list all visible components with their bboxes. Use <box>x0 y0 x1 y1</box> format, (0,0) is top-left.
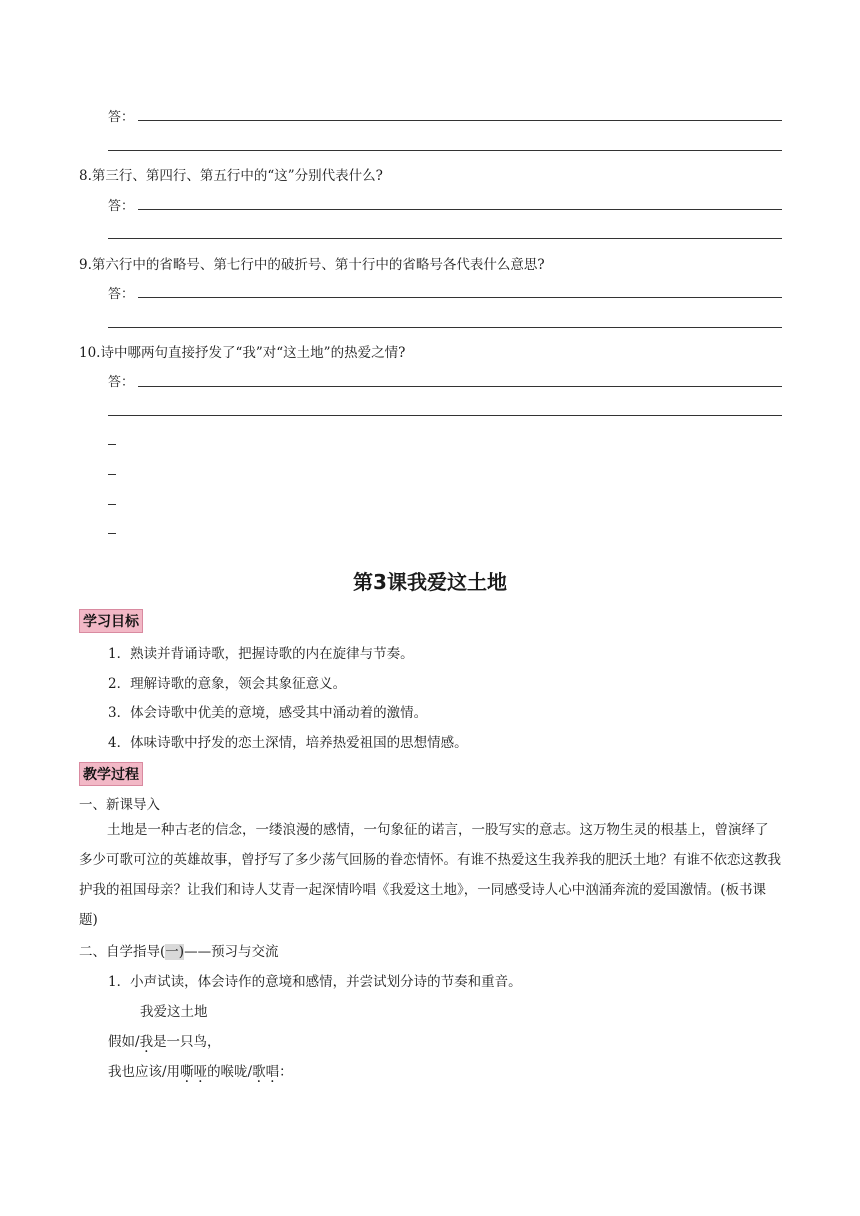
objective-item: 1．熟读并背诵诗歌，把握诗歌的内在旋律与节奏。 <box>108 646 414 662</box>
process-tag: 教学过程 <box>79 762 143 786</box>
divider <box>108 504 116 505</box>
stressed-char: 我 <box>139 1034 154 1050</box>
divider <box>108 444 116 445</box>
answer-label: 答： <box>108 375 135 390</box>
task-1: 1．小声试读，体会诗作的意境和感情，并尝试划分诗的节奏和重音。 <box>108 974 522 990</box>
divider <box>108 533 116 534</box>
answer-label: 答： <box>108 287 135 302</box>
objective-item: 2．理解诗歌的意象，领会其象征意义。 <box>108 676 347 692</box>
objective-item: 3．体会诗歌中优美的意境，感受其中涌动着的激情。 <box>108 705 428 721</box>
answer-line[interactable] <box>108 327 782 328</box>
answer-label: 答： <box>108 110 135 125</box>
poem-title: 我爱这土地 <box>140 1004 208 1020</box>
divider <box>108 474 116 475</box>
objectives-tag: 学习目标 <box>79 609 143 633</box>
poem-text: 我也应该/用 <box>108 1064 181 1080</box>
section2-highlight: 一) <box>165 944 185 960</box>
poem-text: 假如/ <box>108 1034 140 1050</box>
poem-text: ： <box>279 1064 293 1080</box>
intro-paragraph: 土地是一种古老的信念，一缕浪漫的感情，一句象征的诺言，一股写实的意志。这万物生灵的根基上，曾演绎了多少可歌可泣的英雄故事，曾抒写了多少荡气回肠的眷恋情怀。有谁不热爱这生我养我的肥沃土地？有谁不依恋这教我护我的祖国母亲？让我们和诗人艾青一起深情吟唱《我爱这土地》，一同感受诗人心中汹涌奔流的爱国激情。(板书课题) <box>79 822 781 928</box>
objective-item: 4．体味诗歌中抒发的恋土深情，培养热爱祖国的思想情感。 <box>108 735 468 751</box>
stressed-char: 唱 <box>265 1064 280 1080</box>
answer-line[interactable] <box>108 415 782 416</box>
question-10: 10.诗中哪两句直接抒发了“我”对“这土地”的热爱之情? <box>79 345 406 361</box>
poem-text: 的喉咙/ <box>207 1064 253 1080</box>
answer-line[interactable] <box>138 209 782 210</box>
section2-suffix: ——预习与交流 <box>184 944 279 960</box>
question-9: 9.第六行中的省略号、第七行中的破折号、第十行中的省略号各代表什么意思? <box>79 257 545 273</box>
answer-line[interactable] <box>138 386 782 387</box>
answer-line[interactable] <box>108 150 782 151</box>
lesson-title: 第3课我爱这土地 <box>353 570 507 594</box>
stressed-char: 嘶 <box>180 1064 194 1080</box>
section2-prefix: 二、自学指导( <box>79 944 166 960</box>
stressed-char: 哑 <box>193 1064 208 1080</box>
section-heading-2 <box>79 940 279 960</box>
poem-text: 是一只鸟， <box>153 1034 221 1050</box>
answer-line[interactable] <box>138 120 782 121</box>
question-8: 8.第三行、第四行、第五行中的“这”分别代表什么? <box>79 168 383 184</box>
answer-line[interactable] <box>138 297 782 298</box>
poem-line-1 <box>108 1030 221 1050</box>
answer-label: 答： <box>108 199 135 214</box>
poem-line-2 <box>108 1060 293 1080</box>
stressed-char: 歌 <box>252 1064 266 1080</box>
answer-line[interactable] <box>108 238 782 239</box>
section-heading-1: 一、新课导入 <box>79 797 160 813</box>
